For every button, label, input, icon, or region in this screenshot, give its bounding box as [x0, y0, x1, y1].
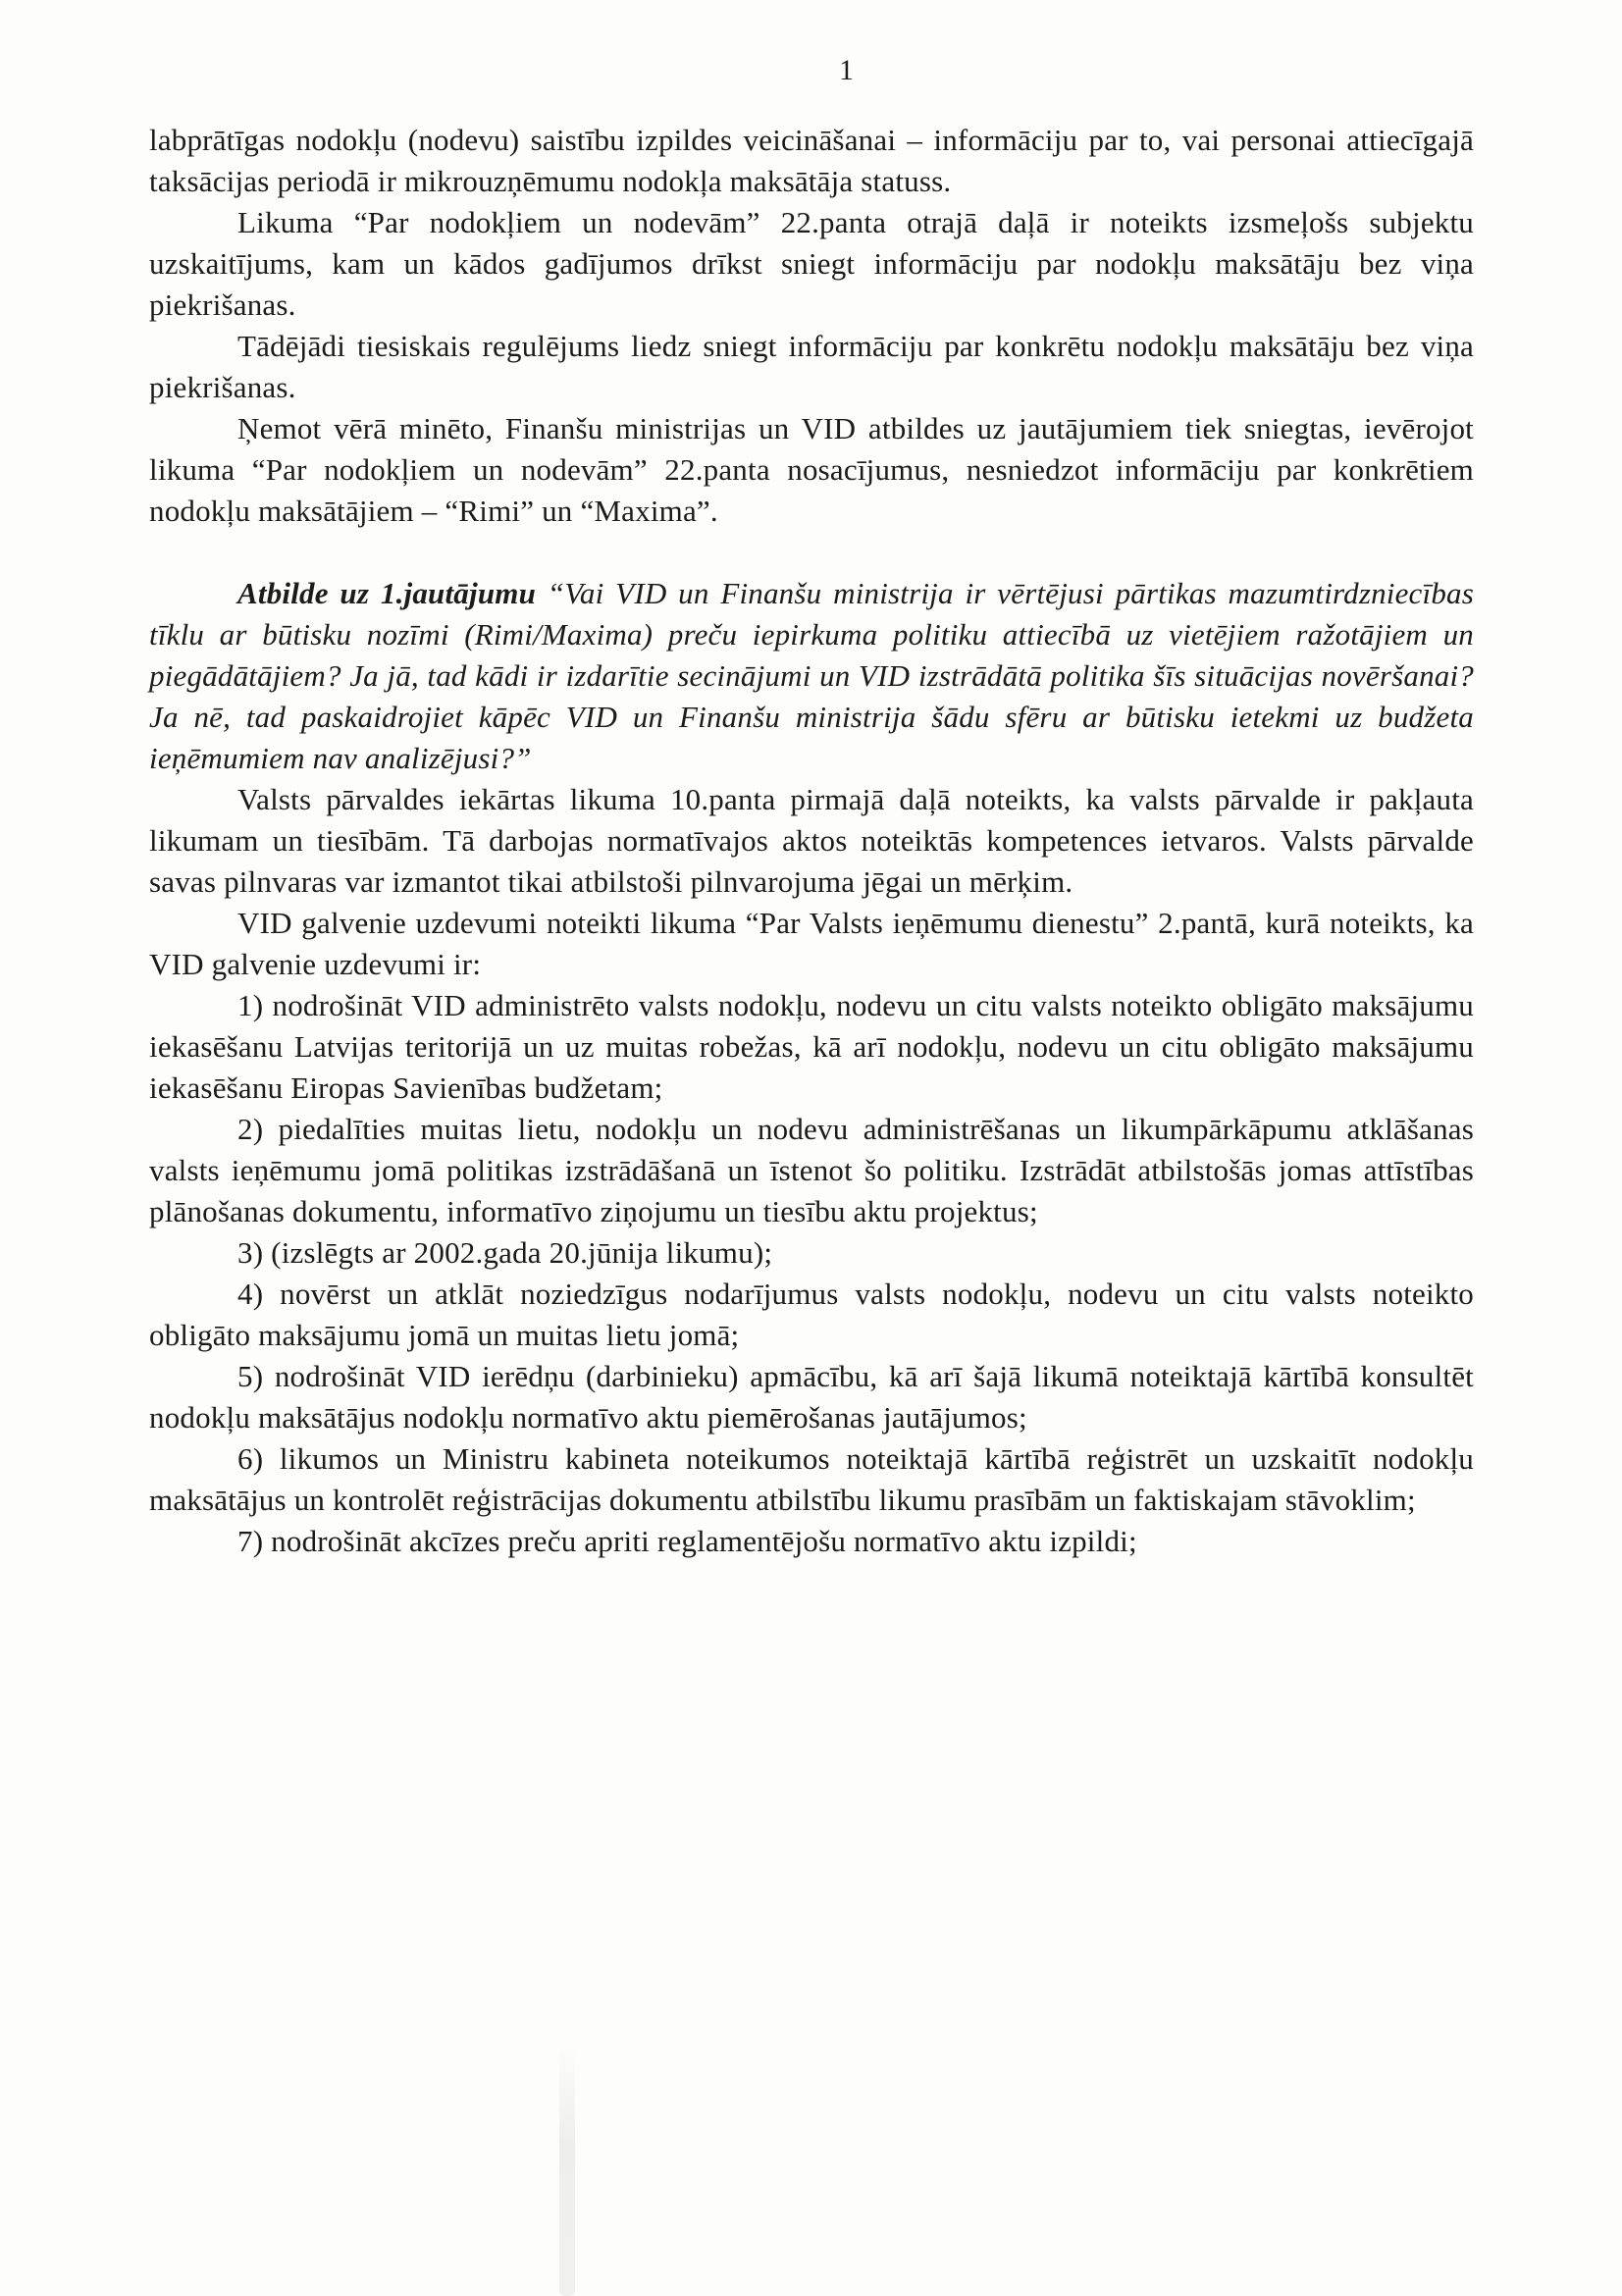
list-item-7: 7) nodrošināt akcīzes preču apriti reglamentējošu normatīvo aktu izpildi; [237, 1524, 1137, 1558]
paragraph: Ņemot vērā minēto, Finanšu ministrijas un VID atbildes uz jautājumiem tiek sniegtas, ievērojot likuma “Par nodokļiem un nodevām” 22.panta nosacījumus, nesniedzot informāciju par konkrētiem nodokļu maksātājiem – “Rimi” un “Maxima”. [149, 411, 1474, 528]
list-item-4: 4) novērst un atklāt noziedzīgus nodarījumus valsts nodokļu, nodevu un citu valsts noteikto obligāto maksājumu jomā un muitas lietu jomā; [149, 1277, 1474, 1352]
question-text: “Vai VID un Finanšu ministrija ir vērtējusi pārtikas mazumtirdzniecības tīklu ar būtisku nozīmi (Rimi/Maxima) preču iepirkuma politiku attiecībā uz vietējiem ražotājiem un piegādātājiem? Ja jā, tad kādi ir izdarītie secinājumi un VID izstrādātā politika šīs situācijas novēršanai? Ja nē, tad paskaidrojiet kāpēc VID un Finanšu ministrija šādu sfēru ar būtisku ietekmi uz budžeta ieņēmumiem nav analizējusi?” [149, 576, 1474, 775]
paragraph: Valsts pārvaldes iekārtas likuma 10.panta pirmajā daļā noteikts, ka valsts pārvalde ir pakļauta likumam un tiesībām. Tā darbojas normatīvajos aktos noteiktās kompetences ietvaros. Valsts pārvalde savas pilnvaras var izmantot tikai atbilstoši pilnvarojuma jēgai un mērķim. [149, 782, 1474, 899]
scan-artifact [559, 2041, 575, 2296]
page-number: 1 [839, 54, 854, 86]
list-item-3: 3) (izslēgts ar 2002.gada 20.jūnija likumu); [237, 1235, 773, 1270]
paragraph: Likuma “Par nodokļiem un nodevām” 22.panta otrajā daļā ir noteikts izsmeļošs subjektu uzskaitījums, kam un kādos gadījumos drīkst sniegt informāciju par nodokļu maksātāju bez viņa piekrišanas. [149, 205, 1474, 322]
paragraph: Tādējādi tiesiskais regulējums liedz sniegt informāciju par konkrētu nodokļu maksātāju bez viņa piekrišanas. [149, 329, 1474, 404]
question-heading: Atbilde uz 1.jautājumu [237, 576, 537, 610]
paragraph-continuation: labprātīgas nodokļu (nodevu) saistību izpildes veicināšanai – informāciju par to, vai personai attiecīgajā taksācijas periodā ir mikrouzņēmumu nodokļa maksātāja statuss. [149, 123, 1474, 198]
list-item-6: 6) likumos un Ministru kabineta noteikumos noteiktajā kārtībā reģistrēt un uzskaitīt nodokļu maksātājus un kontrolēt reģistrācijas dokumentu atbilstību likumu prasībām un faktiskajam stāvoklim; [149, 1441, 1474, 1517]
paragraph: VID galvenie uzdevumi noteikti likuma “Par Valsts ieņēmumu dienestu” 2.pantā, kurā noteikts, ka VID galvenie uzdevumi ir: [149, 906, 1474, 981]
list-item-5: 5) nodrošināt VID ierēdņu (darbinieku) apmācību, kā arī šajā likumā noteiktajā kārtībā konsultēt nodokļu maksātājus nodokļu normatīvo aktu piemērošanas jautājumos; [149, 1359, 1474, 1435]
document-content [149, 120, 1474, 1562]
question-paragraph [149, 573, 1474, 779]
list-item-2: 2) piedalīties muitas lietu, nodokļu un nodevu administrēšanas un likumpārkāpumu atklāšanas valsts ieņēmumu jomā politikas izstrādāšanā un īstenot šo politiku. Izstrādāt atbilstošās jomas attīstības plānošanas dokumentu, informatīvo ziņojumu un tiesību aktu projektus; [149, 1112, 1474, 1228]
list-item-1: 1) nodrošināt VID administrēto valsts nodokļu, nodevu un citu valsts noteikto obligāto maksājumu iekasēšanu Latvijas teritorijā un uz muitas robežas, kā arī nodokļu, nodevu un citu obligāto maksājumu iekasēšanu Eiropas Savienības budžetam; [149, 988, 1474, 1105]
